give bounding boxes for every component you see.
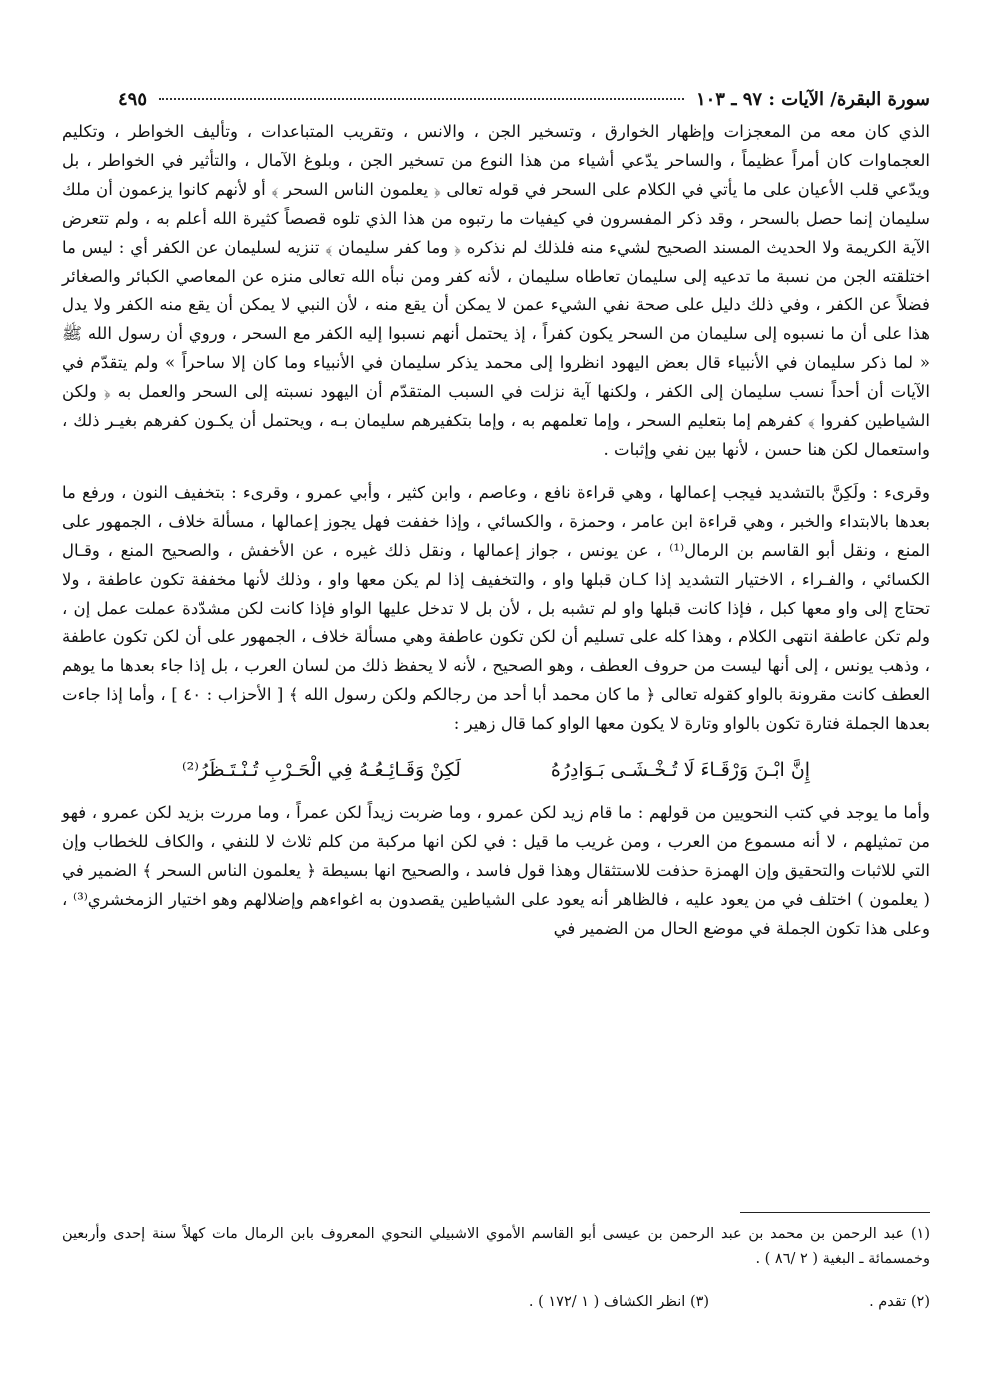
main-text bbox=[62, 118, 930, 944]
paragraph-3: وأما ما يوجد في كتب النحويين من قولهم : ما قام زيد لكن عمرو ، وما ضربت زيداً لكن عمراً ، وما مررت بزيد لكن عمرو ، فهو من تمثيلهم ، لا أنه مسموع من العرب ، ومن غريب ما قيل : في لكن انها مركبة من كلم ثلاث لا للنفي ، والكاف للخطاب وإن التي للاثبات والتحقيق وإن الهمزة حذفت للاستثقال وهذا قول فاسد ، والصحيح انها بسيطة ﴿ يعلمون الناس السحر ﴾ الضمير في ( يعلمون ) اختلف في من يعود عليه ، فالظاهر أنه يعود على الشياطين يقصدون به اغواءهم وإضلالهم وهو اختيار الزمخشري⁽³⁾ ، وعلى هذا تكون الجملة في موضع الحال من الضمير في bbox=[62, 803, 930, 938]
footnote-separator bbox=[740, 1212, 930, 1213]
footnote-2: (٢) تقدم . bbox=[869, 1294, 930, 1310]
footnotes bbox=[62, 1222, 930, 1315]
poem-hemistich-2: لَكِنْ وَقَـائِـعُـهُ فِي الْحَـرْبِ تُـنْـتَـظَرُ⁽²⁾ bbox=[181, 759, 461, 782]
footnote-3: (٣) انظر الكشاف ( ١ /١٧٢ ) . bbox=[528, 1294, 710, 1310]
poem-verse bbox=[62, 753, 930, 787]
paragraph-2: وقرىء : ولَكِنَّ بالتشديد فيجب إعمالها ، وهي قراءة نافع ، وعاصم ، وابن كثير ، وأبي عمرو ، وقرىء : بتخفيف النون ، ورفع ما بعدها بالابتداء والخبر ، وهي قراءة ابن عامر ، وحمزة ، والكسائي ، وإذا خففت فهل يجوز إعمالها ، مسألة خلاف ، الجمهور على المنع ، ونقل أبو القاسم بن الرمال⁽¹⁾ ، عن يونس ، جواز إعمالها ، ونقل ذلك غيره ، عن الأخفش ، والصحيح المنع ، وقـال الكسائي ، والفـراء ، الاختيار التشديد إذا كـان قبلها واو ، والتخفيف إذا لم يكن معها واو ، وذلك لأنها مخففة تكون عاطفة ، ولا تحتاج إلى واو معها كبل ، فإذا كانت قبلها واو لم تشبه بل ، لأن بل لا تدخل عليها الواو فإذا كانت لكن مشدّدة عملت عمل إن ، ولم تكن عاطفة انتهى الكلام ، وهذا كله على تسليم أن لكن تكون عاطفة وهي مسألة خلاف ، الجمهور على أن لكن تكون عاطفة ، وذهب يونس ، إلى أنها ليست من حروف العطف ، وهو الصحيح ، لأنه لا يحفظ ذلك من لسان العرب ، بل إذا جاء بعدها ما يوهم العطف كانت مقرونة بالواو كقوله تعالى ﴿ ما كان محمد أبا أحد من رجالكم ولكن رسول الله ﴾ [ الأحزاب : ٤٠ ] ، وأما إذا جاءت بعدها الجملة فتارة تكون بالواو وتارة لا يكون معها الواو كما قال زهير : bbox=[62, 482, 931, 734]
footnote-1: (١) عبد الرحمن بن محمد بن عبد الرحمن بن عيسى أبو القاسم الأموي الاشبيلي النحوي المعروف بابن الرمال مات كهلاً سنة إحدى وأربعين وخمسمائة ـ البغية ( ٢ /٨٦ ) . bbox=[62, 1226, 930, 1267]
paragraph-1: الذي كان معه من المعجزات وإظهار الخوارق ، وتسخير الجن ، والانس ، وتقريب المتباعدات ، وتأليف الخواطر ، وتكليم العجماوات كان أمراً عظيماً ، والساحر يدّعي أشياء من هذا النوع من تسخير الجن ، وبلوغ الآمال ، والتأثير في الخواطر ، بل ويدّعي قلب الأعيان على ما يأتي في الكلام على السحر في قوله تعالى ﴿ يعلمون الناس السحر ﴾ أو لأنهم كانوا يزعمون أن ملك سليمان إنما حصل بالسحر ، وقد ذكر المفسرون في كيفيات ما رتبوه من هذا الذي تلوه قصصاً كثيرة الله أعلم به ، ولم تتعرض الآية الكريمة ولا الحديث المسند الصحيح لشيء منه فلذلك لم نذكره ﴿ وما كفر سليمان ﴾ تنزيه لسليمان عن الكفر أي : ليس ما اختلقته الجن من نسبة ما تدعيه إلى سليمان تعاطاه سليمان ، لأنه كفر ومن نبأه الله تعالى منزه عن المعاصي الكبائر والصغائر فضلاً عن الكفر ، وفي ذلك دليل على صحة نفي الشيء عمن لا يمكن أن يقع منه ، لأن النبي لا يمكن أن يقع منه الكفر ولا يدل هذا على أن ما نسبوه إلى سليمان من السحر يكون كفراً ، إذ يحتمل أنهم نسبوا إليه الكفر مع السحر ، وروي أن رسول الله ﷺ « لما ذكر سليمان في الأنبياء قال بعض اليهود انظروا إلى محمد يذكر سليمان في الأنبياء وما كان إلا ساحراً » ولم يتقدّم في الآيات أن أحداً نسب سليمان إلى الكفر ، ولكنها آية نزلت في السبب المتقدّم أن اليهود نسبته إلى السحر والعمل به ﴿ ولكن الشياطين كفروا ﴾ كفرهم إما بتعليم السحر ، وإما تعلمهم به ، وإما بتكفيرهم سليمان بـه ، ويحتمل أن يكـون كفرهم بغيـر ذلك ، واستعمال لكن هنا حسن ، لأنها بين نفي وإثبات . bbox=[62, 122, 930, 459]
footnote-row bbox=[62, 1290, 930, 1315]
page-number: ٤٩٥ bbox=[118, 88, 148, 110]
page-header bbox=[118, 82, 930, 116]
running-title: سورة البقرة/ الآيات : ٩٧ ـ ١٠٣ bbox=[695, 88, 930, 110]
header-dot-leader bbox=[159, 98, 684, 100]
poem-hemistich-1: إِنَّ ابْـنَ وَرْقَـاءَ لَا تُـخْـشَـى بَـوَادِرُهُ bbox=[550, 759, 811, 782]
